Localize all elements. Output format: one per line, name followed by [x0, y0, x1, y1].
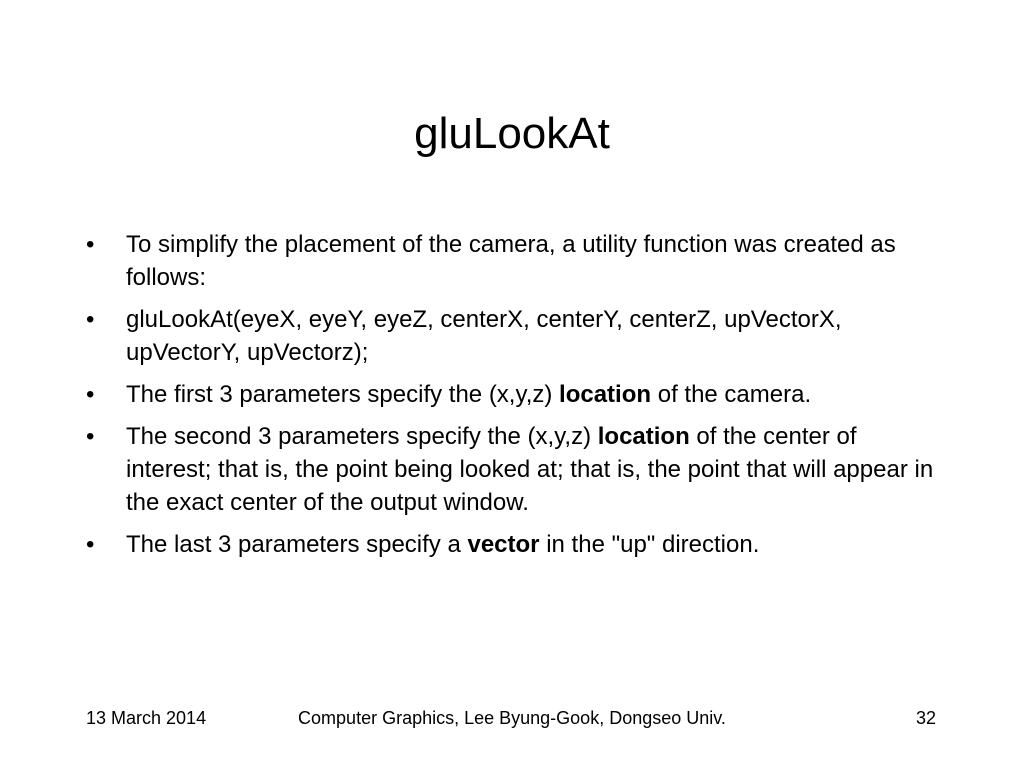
bullet-item-2	[86, 303, 946, 369]
footer-date: 13 March 2014	[86, 708, 207, 728]
bullet-item-5	[86, 528, 946, 561]
bullet-dot-icon: •	[86, 306, 95, 333]
bullet-text-bold: location	[559, 381, 652, 408]
bullet-text-before: The first 3 parameters specify the (x,y,z)	[126, 381, 560, 408]
bullet-item-3	[86, 378, 946, 411]
footer-page-number: 32	[915, 708, 936, 728]
bullet-item-1	[86, 228, 946, 294]
bullet-text-bold: location	[597, 423, 690, 450]
bullet-text-after: of the camera.	[651, 381, 812, 408]
bullet-list	[86, 228, 946, 570]
bullet-text: gluLookAt(eyeX, eyeY, eyeZ, centerX, centerY, centerZ, upVectorX, upVectorY, upVectorz);	[126, 306, 842, 366]
bullet-text-before: The second 3 parameters specify the (x,y,z)	[126, 423, 598, 450]
bullet-text: To simplify the placement of the camera, a utility function was created as follows:	[126, 231, 896, 291]
bullet-text-after: in the "up" direction.	[539, 531, 760, 558]
footer-course-info: Computer Graphics, Lee Byung-Gook, Dongseo Univ.	[298, 708, 726, 728]
bullet-text-bold: vector	[467, 531, 540, 558]
slide-title: gluLookAt	[414, 109, 610, 158]
bullet-dot-icon: •	[86, 531, 95, 558]
bullet-dot-icon: •	[86, 231, 95, 258]
bullet-text-after: of the center of interest; that is, the point being looked at; that is, the point that will appear in the exact center of the output window.	[126, 423, 934, 516]
bullet-dot-icon: •	[86, 423, 95, 450]
bullet-text-before: The last 3 parameters specify a	[126, 531, 468, 558]
bullet-dot-icon: •	[86, 381, 95, 408]
bullet-item-4	[86, 420, 946, 519]
